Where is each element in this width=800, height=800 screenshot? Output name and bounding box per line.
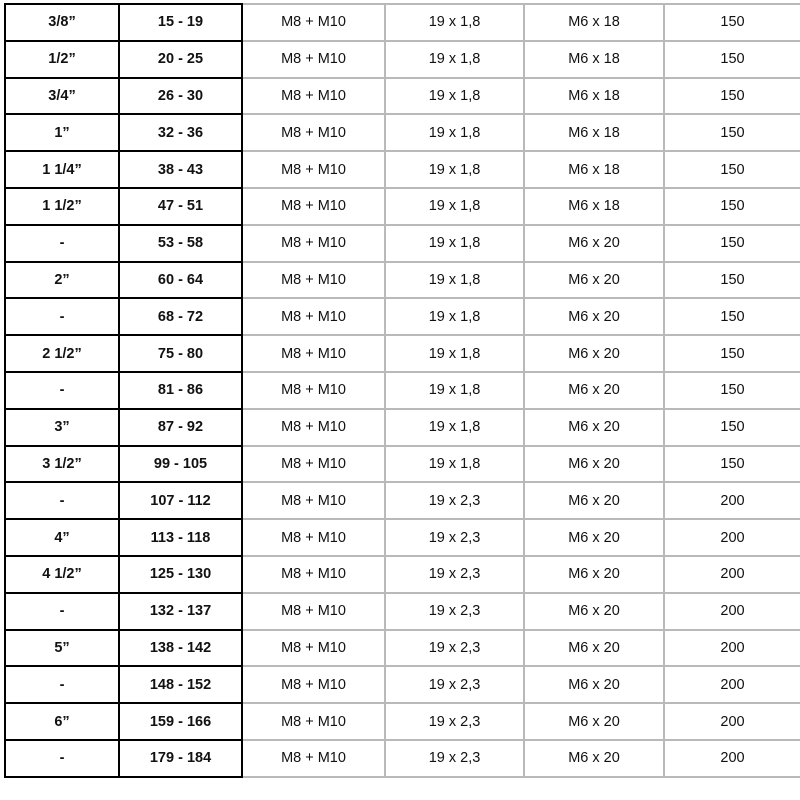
diameter-range-cell: 138 - 142 [119,630,242,667]
screw-cell: M6 x 18 [524,78,664,115]
table-row [5,409,800,446]
screw-cell: M6 x 20 [524,630,664,667]
bolt-cell: M8 + M10 [242,188,385,225]
pipe-size-cell: 1/2” [5,41,119,78]
pipe-size-cell: - [5,225,119,262]
table-row [5,482,800,519]
pipe-size-cell: 4 1/2” [5,556,119,593]
diameter-range-cell: 68 - 72 [119,298,242,335]
bolt-cell: M8 + M10 [242,262,385,299]
pipe-size-cell: 4” [5,519,119,556]
pipe-size-cell: 3 1/2” [5,446,119,483]
quantity-cell: 150 [664,298,800,335]
quantity-cell: 150 [664,4,800,41]
quantity-cell: 150 [664,262,800,299]
quantity-cell: 150 [664,114,800,151]
bolt-cell: M8 + M10 [242,298,385,335]
band-cell: 19 x 1,8 [385,225,524,262]
table-body [5,4,800,777]
screw-cell: M6 x 18 [524,114,664,151]
table-row [5,519,800,556]
table-row [5,188,800,225]
diameter-range-cell: 26 - 30 [119,78,242,115]
bolt-cell: M8 + M10 [242,666,385,703]
quantity-cell: 150 [664,225,800,262]
quantity-cell: 200 [664,593,800,630]
bolt-cell: M8 + M10 [242,630,385,667]
band-cell: 19 x 2,3 [385,482,524,519]
table-row [5,298,800,335]
diameter-range-cell: 81 - 86 [119,372,242,409]
bolt-cell: M8 + M10 [242,114,385,151]
diameter-range-cell: 87 - 92 [119,409,242,446]
quantity-cell: 150 [664,409,800,446]
band-cell: 19 x 1,8 [385,188,524,225]
band-cell: 19 x 1,8 [385,151,524,188]
diameter-range-cell: 20 - 25 [119,41,242,78]
bolt-cell: M8 + M10 [242,225,385,262]
band-cell: 19 x 2,3 [385,630,524,667]
band-cell: 19 x 1,8 [385,4,524,41]
bolt-cell: M8 + M10 [242,4,385,41]
pipe-size-cell: - [5,666,119,703]
quantity-cell: 200 [664,556,800,593]
pipe-size-cell: 2 1/2” [5,335,119,372]
screw-cell: M6 x 20 [524,666,664,703]
band-cell: 19 x 1,8 [385,114,524,151]
table-row [5,151,800,188]
screw-cell: M6 x 18 [524,188,664,225]
bolt-cell: M8 + M10 [242,446,385,483]
diameter-range-cell: 99 - 105 [119,446,242,483]
pipe-size-cell: 6” [5,703,119,740]
diameter-range-cell: 47 - 51 [119,188,242,225]
pipe-size-cell: - [5,298,119,335]
quantity-cell: 200 [664,703,800,740]
band-cell: 19 x 2,3 [385,556,524,593]
bolt-cell: M8 + M10 [242,41,385,78]
diameter-range-cell: 15 - 19 [119,4,242,41]
table-row [5,78,800,115]
bolt-cell: M8 + M10 [242,482,385,519]
band-cell: 19 x 1,8 [385,372,524,409]
bolt-cell: M8 + M10 [242,740,385,777]
table-row [5,4,800,41]
band-cell: 19 x 1,8 [385,41,524,78]
bolt-cell: M8 + M10 [242,556,385,593]
bolt-cell: M8 + M10 [242,78,385,115]
quantity-cell: 200 [664,482,800,519]
bolt-cell: M8 + M10 [242,519,385,556]
table-row [5,262,800,299]
diameter-range-cell: 113 - 118 [119,519,242,556]
quantity-cell: 150 [664,372,800,409]
pipe-size-cell: 3/8” [5,4,119,41]
pipe-size-cell: 1 1/2” [5,188,119,225]
screw-cell: M6 x 18 [524,41,664,78]
screw-cell: M6 x 18 [524,151,664,188]
table-row [5,593,800,630]
diameter-range-cell: 38 - 43 [119,151,242,188]
quantity-cell: 200 [664,740,800,777]
screw-cell: M6 x 20 [524,446,664,483]
band-cell: 19 x 1,8 [385,446,524,483]
screw-cell: M6 x 20 [524,740,664,777]
quantity-cell: 150 [664,188,800,225]
clamp-size-table [4,3,800,778]
diameter-range-cell: 159 - 166 [119,703,242,740]
bolt-cell: M8 + M10 [242,151,385,188]
table-row [5,335,800,372]
band-cell: 19 x 1,8 [385,78,524,115]
quantity-cell: 150 [664,335,800,372]
pipe-size-cell: 1 1/4” [5,151,119,188]
table-row [5,556,800,593]
pipe-size-cell: - [5,740,119,777]
pipe-size-cell: 3” [5,409,119,446]
screw-cell: M6 x 20 [524,335,664,372]
table-row [5,740,800,777]
pipe-size-cell: 3/4” [5,78,119,115]
quantity-cell: 200 [664,666,800,703]
pipe-size-cell: - [5,482,119,519]
quantity-cell: 150 [664,41,800,78]
diameter-range-cell: 32 - 36 [119,114,242,151]
band-cell: 19 x 2,3 [385,519,524,556]
diameter-range-cell: 107 - 112 [119,482,242,519]
diameter-range-cell: 60 - 64 [119,262,242,299]
table-row [5,703,800,740]
bolt-cell: M8 + M10 [242,703,385,740]
screw-cell: M6 x 20 [524,556,664,593]
pipe-size-cell: 5” [5,630,119,667]
diameter-range-cell: 75 - 80 [119,335,242,372]
quantity-cell: 150 [664,446,800,483]
screw-cell: M6 x 20 [524,262,664,299]
band-cell: 19 x 1,8 [385,335,524,372]
table-row [5,630,800,667]
pipe-size-cell: - [5,593,119,630]
diameter-range-cell: 132 - 137 [119,593,242,630]
table-row [5,41,800,78]
bolt-cell: M8 + M10 [242,372,385,409]
pipe-size-cell: 1” [5,114,119,151]
table-row [5,666,800,703]
diameter-range-cell: 53 - 58 [119,225,242,262]
bolt-cell: M8 + M10 [242,335,385,372]
screw-cell: M6 x 20 [524,519,664,556]
band-cell: 19 x 2,3 [385,740,524,777]
quantity-cell: 150 [664,151,800,188]
pipe-size-cell: 2” [5,262,119,299]
band-cell: 19 x 1,8 [385,262,524,299]
diameter-range-cell: 179 - 184 [119,740,242,777]
screw-cell: M6 x 20 [524,703,664,740]
band-cell: 19 x 2,3 [385,593,524,630]
screw-cell: M6 x 20 [524,409,664,446]
table-row [5,372,800,409]
band-cell: 19 x 1,8 [385,409,524,446]
pipe-size-cell: - [5,372,119,409]
band-cell: 19 x 2,3 [385,703,524,740]
screw-cell: M6 x 20 [524,298,664,335]
bolt-cell: M8 + M10 [242,409,385,446]
table-row [5,114,800,151]
diameter-range-cell: 148 - 152 [119,666,242,703]
table-row [5,225,800,262]
screw-cell: M6 x 20 [524,372,664,409]
screw-cell: M6 x 20 [524,593,664,630]
diameter-range-cell: 125 - 130 [119,556,242,593]
screw-cell: M6 x 20 [524,482,664,519]
band-cell: 19 x 1,8 [385,298,524,335]
table-row [5,446,800,483]
quantity-cell: 150 [664,78,800,115]
screw-cell: M6 x 20 [524,225,664,262]
quantity-cell: 200 [664,630,800,667]
band-cell: 19 x 2,3 [385,666,524,703]
screw-cell: M6 x 18 [524,4,664,41]
quantity-cell: 200 [664,519,800,556]
bolt-cell: M8 + M10 [242,593,385,630]
